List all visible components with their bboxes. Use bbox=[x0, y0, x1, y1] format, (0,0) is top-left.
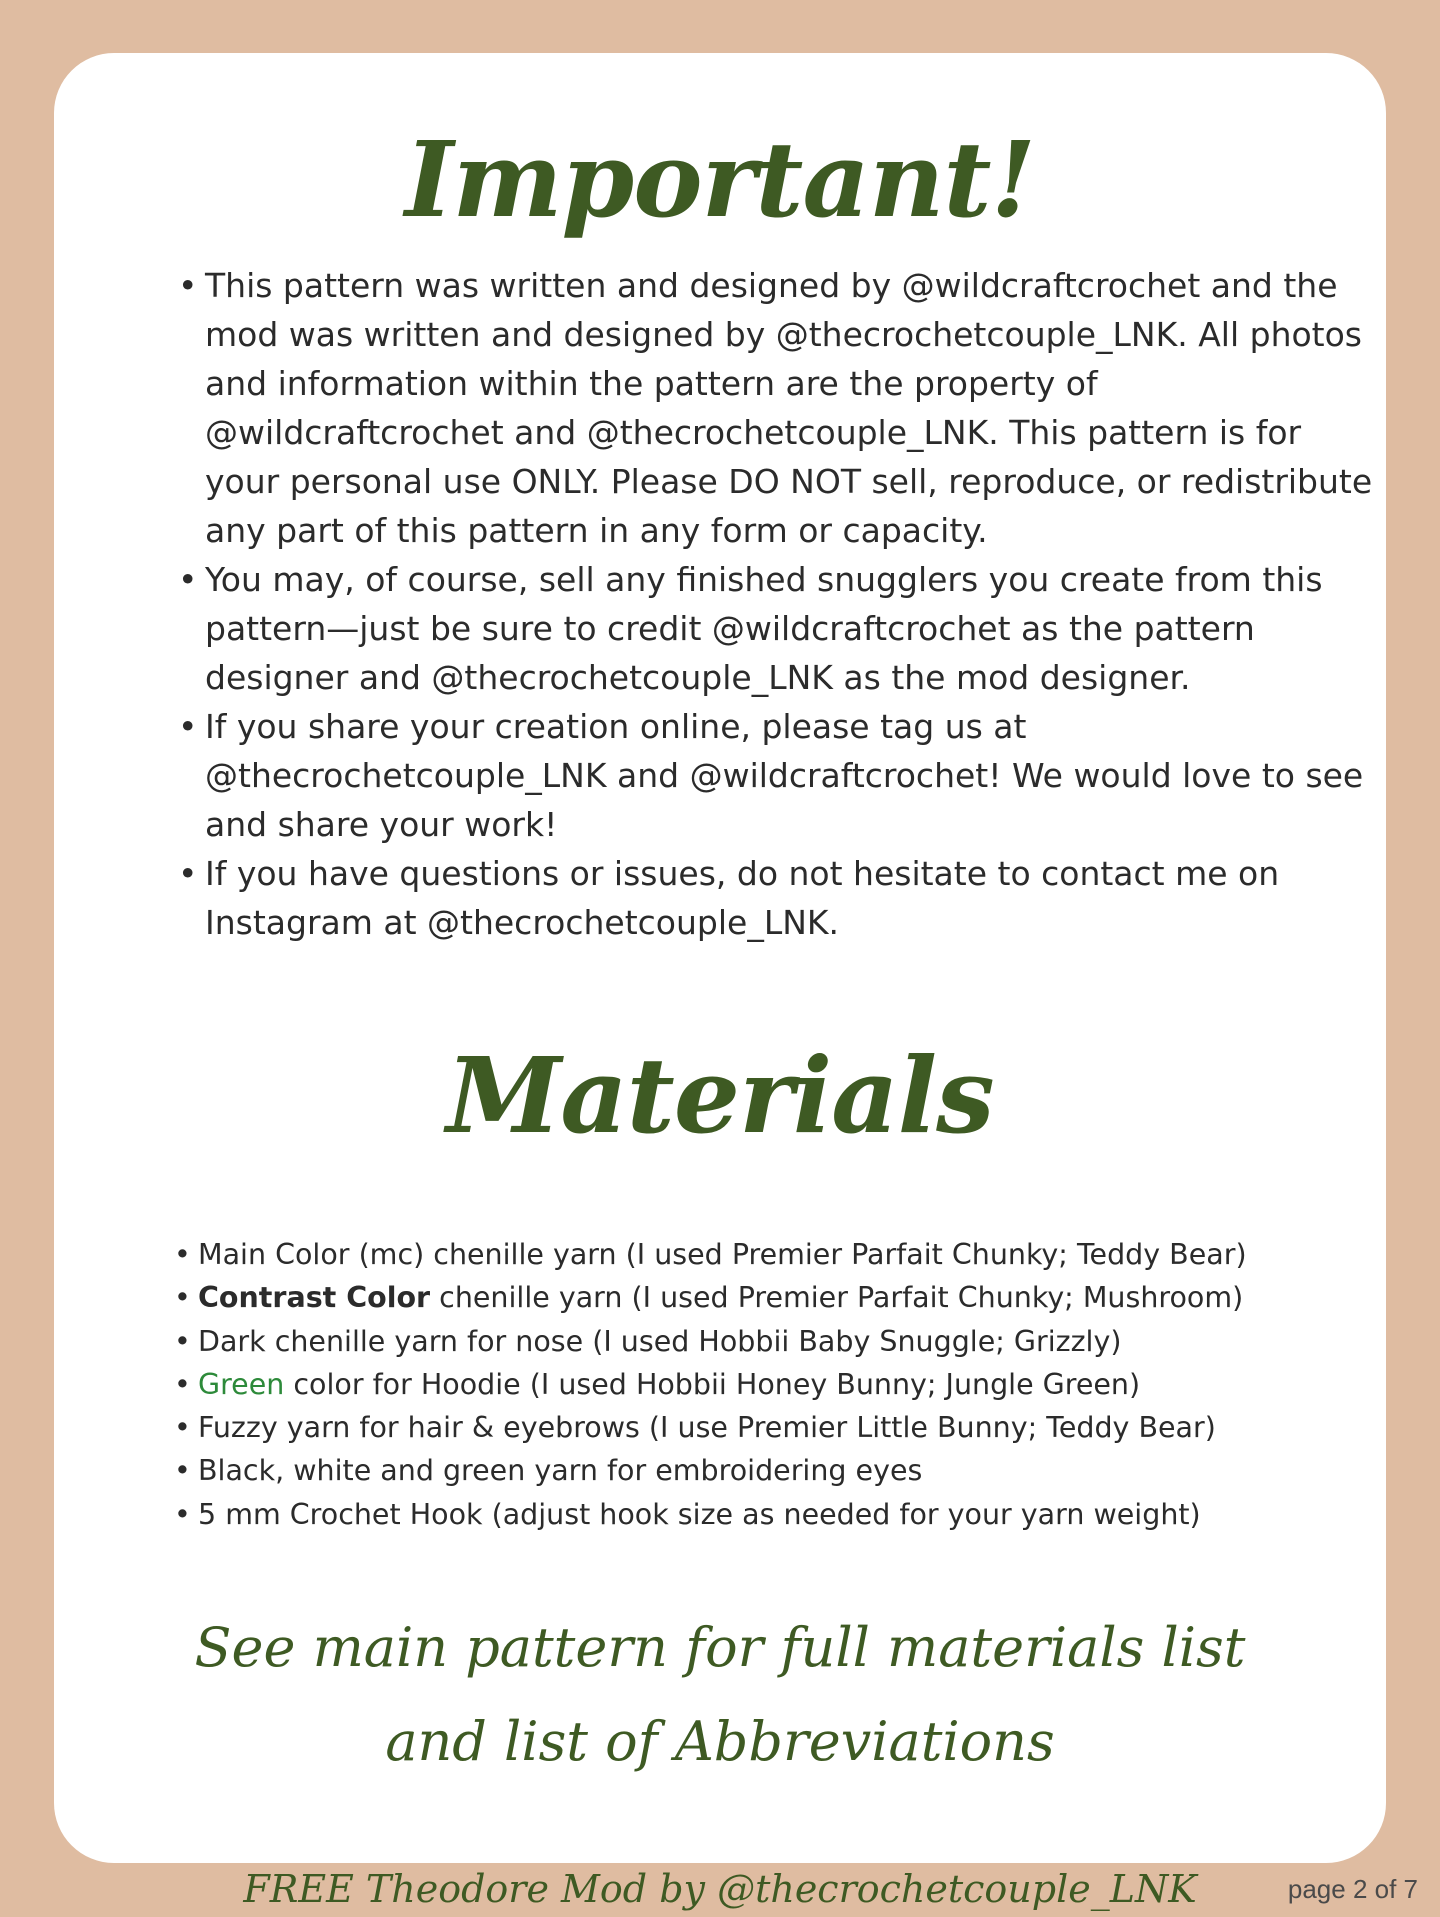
footer-title: FREE Theodore Mod by @thecrochetcouple_LNK bbox=[243, 1867, 1197, 1911]
materials-list bbox=[174, 1233, 1374, 1536]
note-line-1: See main pattern for full materials list bbox=[194, 1616, 1246, 1679]
list-item: • Fuzzy yarn for hair & eyebrows (I use Premier Little Bunny; Teddy Bear) bbox=[174, 1406, 1374, 1449]
list-item bbox=[174, 1363, 1374, 1406]
list-item: • Dark chenille yarn for nose (I used Hobbii Baby Snuggle; Grizzly) bbox=[174, 1320, 1374, 1363]
list-item: • Black, white and green yarn for embroidering eyes bbox=[174, 1449, 1374, 1492]
contrast-color-label: Contrast Color bbox=[198, 1281, 431, 1315]
list-item: • Main Color (mc) chenille yarn (I used Premier Parfait Chunky; Teddy Bear) bbox=[174, 1233, 1374, 1276]
list-item: • If you have questions or issues, do not hesitate to contact me on Instagram at @thecrochetcouple_LNK. bbox=[178, 849, 1378, 947]
list-item: • This pattern was written and designed by @wildcraftcrochet and the mod was written and designed by @thecrochetcouple_LNK. All photos and information within the pattern are the property of @wildcraftcrochet and @thecrochetcouple_LNK. This pattern is for your personal use ONLY. Please DO NOT sell, reproduce, or redistribute any part of this pattern in any form or capacity. bbox=[178, 261, 1378, 555]
list-item: • You may, of course, sell any finished snugglers you create from this pattern—just be sure to credit @wildcraftcrochet as the pattern designer and @thecrochetcouple_LNK as the mod designer. bbox=[178, 555, 1378, 702]
page-card bbox=[54, 53, 1386, 1863]
green-word: Green bbox=[198, 1367, 285, 1401]
list-item: • If you share your creation online, please tag us at @thecrochetcouple_LNK and @wildcraftcrochet! We would love to see and share your work! bbox=[178, 702, 1378, 849]
see-main-pattern-note bbox=[54, 1601, 1386, 1789]
list-item: • 5 mm Crochet Hook (adjust hook size as needed for your yarn weight) bbox=[174, 1493, 1374, 1536]
materials-heading: Materials bbox=[446, 1034, 994, 1157]
important-heading: Important! bbox=[404, 118, 1036, 241]
list-item-text: color for Hoodie (I used Hobbii Honey Bunny; Jungle Green) bbox=[284, 1367, 1141, 1401]
list-item bbox=[174, 1276, 1374, 1319]
page-number: page 2 of 7 bbox=[1287, 1874, 1418, 1904]
note-line-2: and list of Abbreviations bbox=[385, 1710, 1055, 1773]
list-item-text: chenille yarn (I used Premier Parfait Chunky; Mushroom) bbox=[430, 1281, 1244, 1315]
important-list bbox=[178, 261, 1378, 947]
